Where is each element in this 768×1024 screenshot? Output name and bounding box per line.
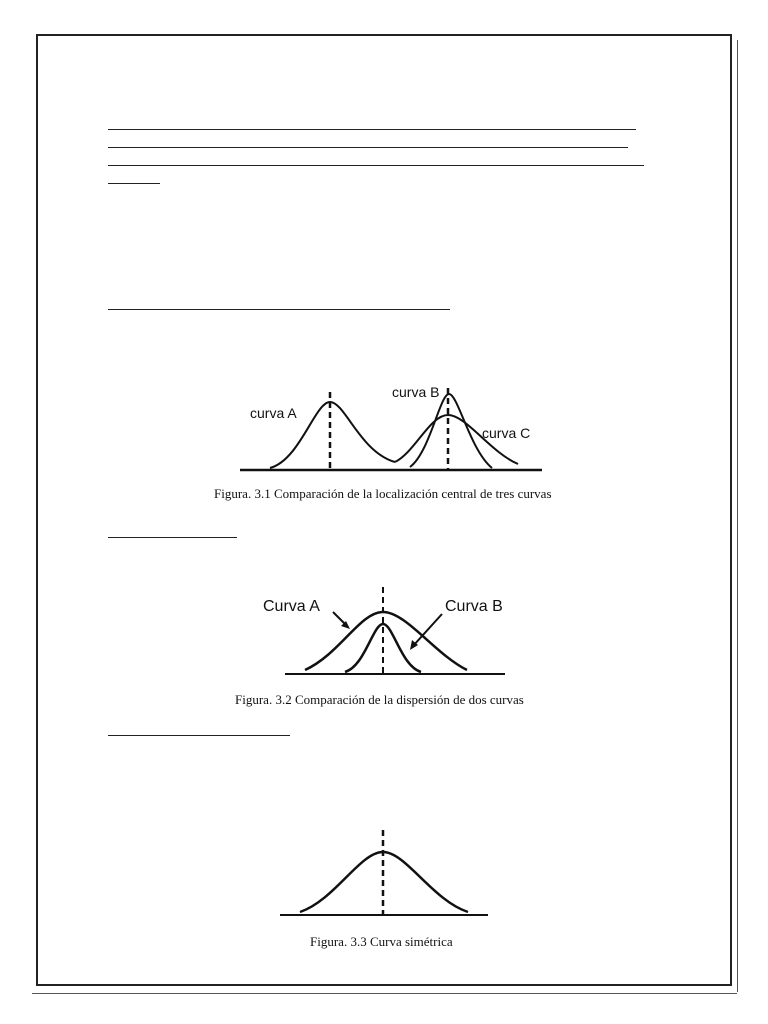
blank-line-2 xyxy=(108,147,628,148)
figure-3-2-graphic xyxy=(255,584,525,679)
figure-3-3-graphic xyxy=(280,828,495,920)
figure-3-2-caption: Figura. 3.2 Comparación de la dispersión de dos curvas xyxy=(235,692,524,707)
page-frame-shadow-bottom xyxy=(32,993,737,994)
figure-3-2 xyxy=(255,584,525,679)
blank-line-6 xyxy=(108,537,237,538)
blank-line-3 xyxy=(108,165,644,166)
figure-3-2-label-curva-b: Curva B xyxy=(445,598,503,615)
figure-3-1-curve-b xyxy=(410,394,492,468)
blank-line-7 xyxy=(108,735,290,736)
figure-3-1 xyxy=(230,382,550,477)
figure-3-3-caption: Figura. 3.3 Curva simétrica xyxy=(310,934,453,949)
figure-3-2-curve-a xyxy=(305,612,467,670)
figure-3-1-label-curva-c: curva C xyxy=(482,425,531,441)
blank-line-1 xyxy=(108,129,636,130)
page-frame-shadow-right xyxy=(737,40,738,992)
blank-line-4 xyxy=(108,183,160,184)
figure-3-2-label-curva-a: Curva A xyxy=(263,598,320,615)
blank-line-5 xyxy=(108,309,450,310)
figure-3-1-label-curva-b: curva B xyxy=(392,384,440,400)
figure-3-3 xyxy=(280,828,495,920)
figure-3-1-caption: Figura. 3.1 Comparación de la localización central de tres curvas xyxy=(214,486,552,501)
figure-3-1-graphic xyxy=(230,382,550,477)
figure-3-1-label-curva-a: curva A xyxy=(250,405,297,421)
